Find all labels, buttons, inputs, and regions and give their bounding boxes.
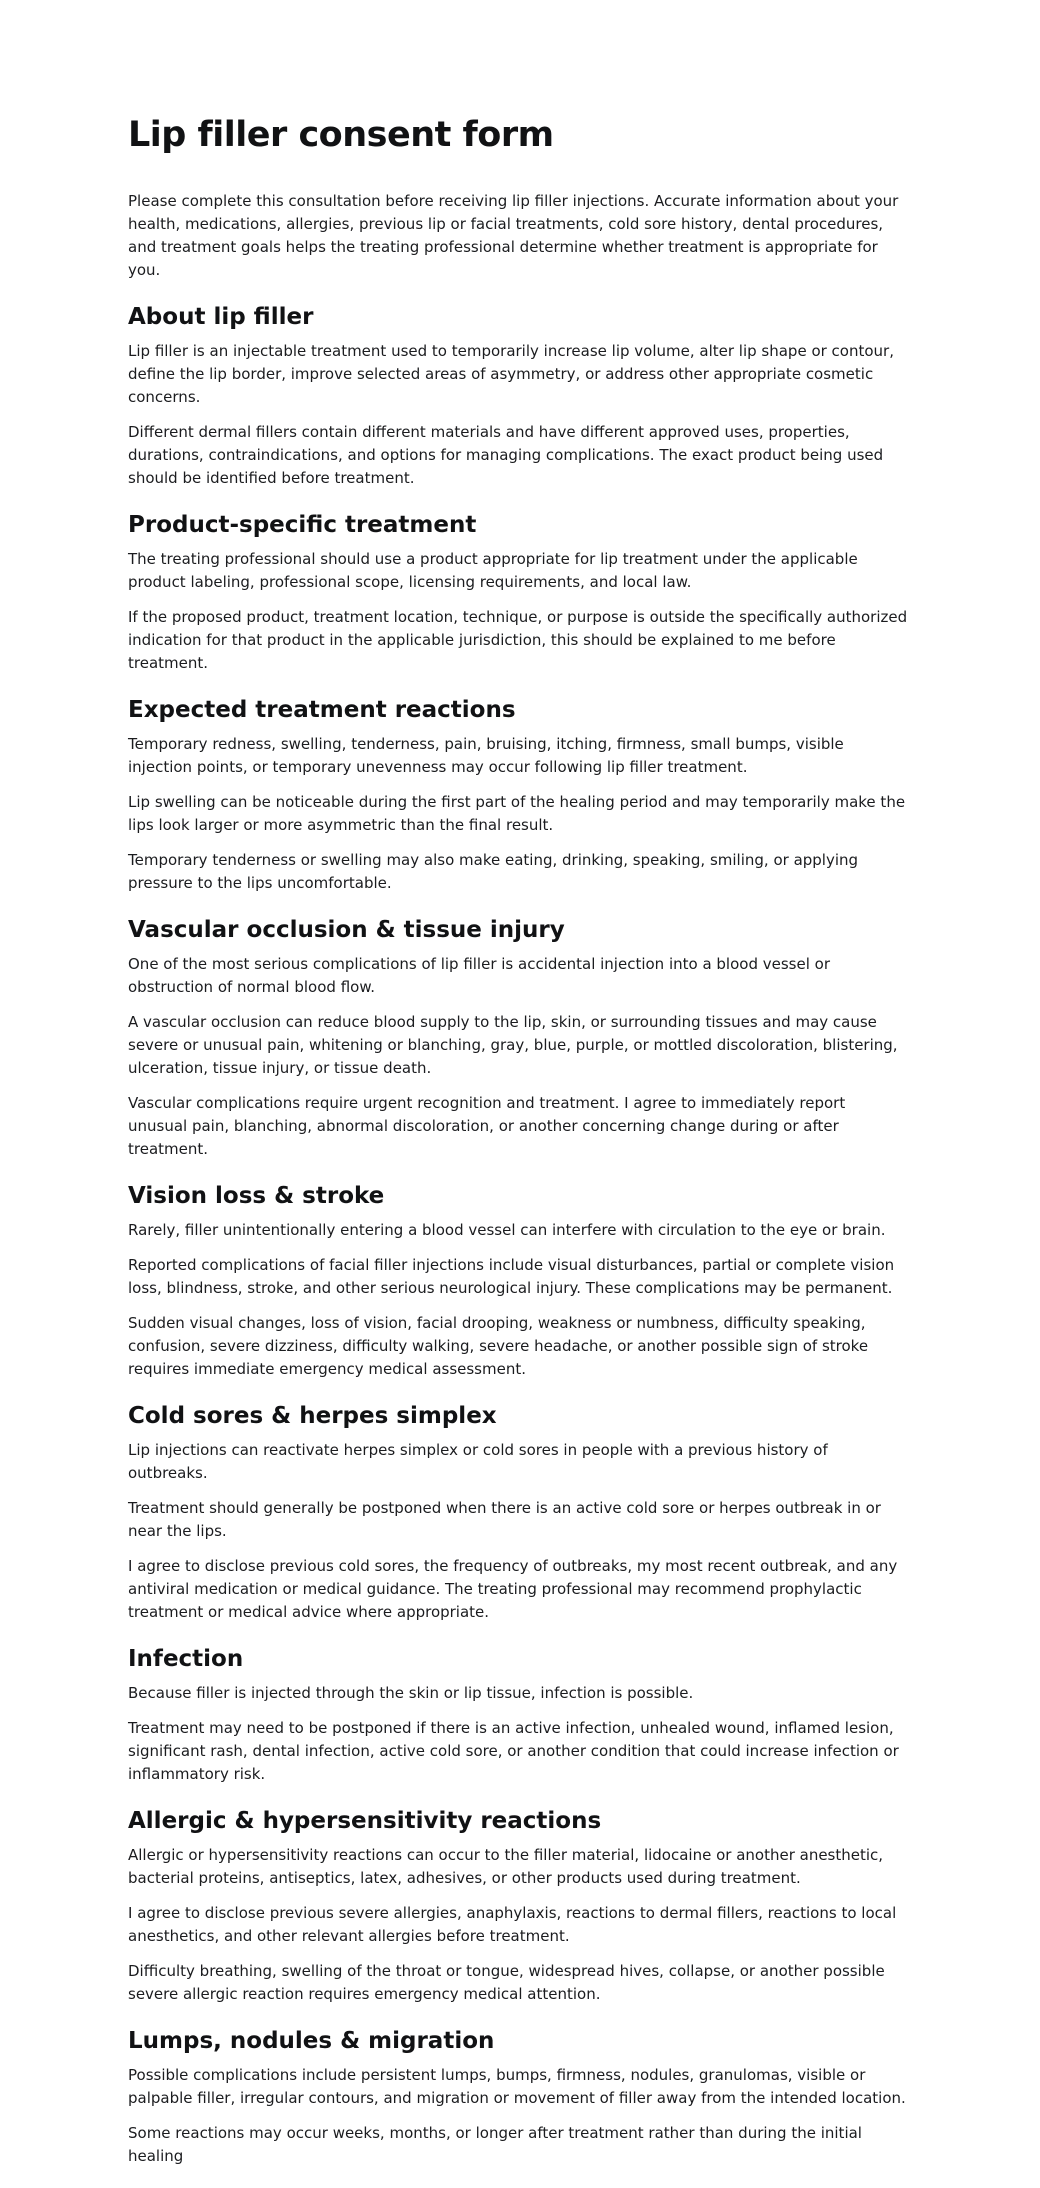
form-content: [128, 112, 908, 2188]
section-paragraph: Lip filler is an injectable treatment used to temporarily increase lip volume, alter lip shape or contour, define the lip border, improve selected areas of asymmetry, or address other appropriate cosmetic concerns.: [128, 342, 894, 406]
intro-paragraph: Please complete this consultation before receiving lip filler injections. Accurate information about your health, medications, allergies, previous lip or facial treatments, cold sore history, dental procedures, and treatment goals helps the treating professional determine whether treatment is appropriate for you.: [128, 192, 899, 279]
section-heading: Expected treatment reactions: [128, 697, 516, 723]
consent-section: [128, 1401, 908, 1624]
section-paragraph: The treating professional should use a product appropriate for lip treatment under the applicable product labeling, professional scope, licensing requirements, and local law.: [128, 550, 858, 591]
section-paragraph: A vascular occlusion can reduce blood supply to the lip, skin, or surrounding tissues and may cause severe or unusual pain, whitening or blanching, gray, blue, purple, or mottled discoloration, blistering, ulceration, tissue injury, or tissue death.: [128, 1013, 898, 1077]
section-paragraph: If the proposed product, treatment location, technique, or purpose is outside the specifically authorized indication for that product in the applicable jurisdiction, this should be explained to me before treatment.: [128, 608, 908, 672]
section-paragraph: One of the most serious complications of lip filler is accidental injection into a blood vessel or obstruction of normal blood flow.: [128, 955, 830, 996]
section-heading: Allergic & hypersensitivity reactions: [128, 1808, 602, 1834]
section-paragraph: I agree to disclose previous severe allergies, anaphylaxis, reactions to dermal fillers, reactions to local anesthetics, and other relevant allergies before treatment.: [128, 1904, 897, 1945]
sections-container: [128, 302, 908, 2168]
consent-section: [128, 1181, 908, 1381]
section-heading: Vascular occlusion & tissue injury: [128, 917, 565, 943]
section-paragraph: I agree to disclose previous cold sores, the frequency of outbreaks, my most recent outbreak, and any antiviral medication or medical guidance. The treating professional may recommend prophylactic treatment or medical advice where appropriate.: [128, 1557, 898, 1621]
section-paragraph: Different dermal fillers contain different materials and have different approved uses, properties, durations, contraindications, and options for managing complications. The exact product being used should be identified before treatment.: [128, 423, 884, 487]
section-paragraph: Vascular complications require urgent recognition and treatment. I agree to immediately report unusual pain, blanching, abnormal discoloration, or another concerning change during or after treatment.: [128, 1094, 846, 1158]
section-paragraph: Temporary tenderness or swelling may also make eating, drinking, speaking, smiling, or applying pressure to the lips uncomfortable.: [128, 851, 859, 892]
section-paragraph: Difficulty breathing, swelling of the throat or tongue, widespread hives, collapse, or another possible severe allergic reaction requires emergency medical attention.: [128, 1962, 885, 2003]
section-paragraph: Allergic or hypersensitivity reactions can occur to the filler material, lidocaine or another anesthetic, bacterial proteins, antiseptics, latex, adhesives, or other products used during treatment.: [128, 1846, 884, 1887]
page-title: Lip filler consent form: [128, 115, 554, 155]
section-paragraph: Because filler is injected through the skin or lip tissue, infection is possible.: [128, 1684, 694, 1702]
section-heading: About lip filler: [128, 304, 314, 330]
section-heading: Vision loss & stroke: [128, 1183, 385, 1209]
section-paragraph: Lip swelling can be noticeable during the first part of the healing period and may temporarily make the lips look larger or more asymmetric than the final result.: [128, 793, 906, 834]
section-paragraph: Treatment should generally be postponed when there is an active cold sore or herpes outbreak in or near the lips.: [128, 1499, 881, 1540]
section-heading: Product-specific treatment: [128, 512, 477, 538]
consent-section: [128, 2026, 908, 2168]
consent-section: [128, 1644, 908, 1786]
section-heading: Cold sores & herpes simplex: [128, 1403, 497, 1429]
section-paragraph: Some reactions may occur weeks, months, or longer after treatment rather than during the initial healing: [128, 2124, 862, 2165]
consent-section: [128, 695, 908, 895]
consent-section: [128, 1806, 908, 2006]
section-paragraph: Lip injections can reactivate herpes simplex or cold sores in people with a previous history of outbreaks.: [128, 1441, 828, 1482]
section-paragraph: Sudden visual changes, loss of vision, facial drooping, weakness or numbness, difficulty speaking, confusion, severe dizziness, difficulty walking, severe headache, or another possible sign of stroke requires immediate emergency medical assessment.: [128, 1314, 869, 1378]
section-paragraph: Possible complications include persistent lumps, bumps, firmness, nodules, granulomas, visible or palpable filler, irregular contours, and migration or movement of filler away from the intended location.: [128, 2066, 906, 2107]
consent-section: [128, 302, 908, 490]
section-paragraph: Reported complications of facial filler injections include visual disturbances, partial or complete vision loss, blindness, stroke, and other serious neurological injury. These complications may be permanent.: [128, 1256, 895, 1297]
consent-section: [128, 510, 908, 675]
consent-section: [128, 915, 908, 1161]
section-heading: Infection: [128, 1646, 244, 1672]
section-paragraph: Rarely, filler unintentionally entering a blood vessel can interfere with circulation to the eye or brain.: [128, 1221, 886, 1239]
section-heading: Lumps, nodules & migration: [128, 2028, 495, 2054]
section-paragraph: Treatment may need to be postponed if there is an active infection, unhealed wound, inflamed lesion, significant rash, dental infection, active cold sore, or another condition that could increase infection or inflammatory risk.: [128, 1719, 899, 1783]
section-paragraph: Temporary redness, swelling, tenderness, pain, bruising, itching, firmness, small bumps, visible injection points, or temporary unevenness may occur following lip filler treatment.: [128, 735, 844, 776]
